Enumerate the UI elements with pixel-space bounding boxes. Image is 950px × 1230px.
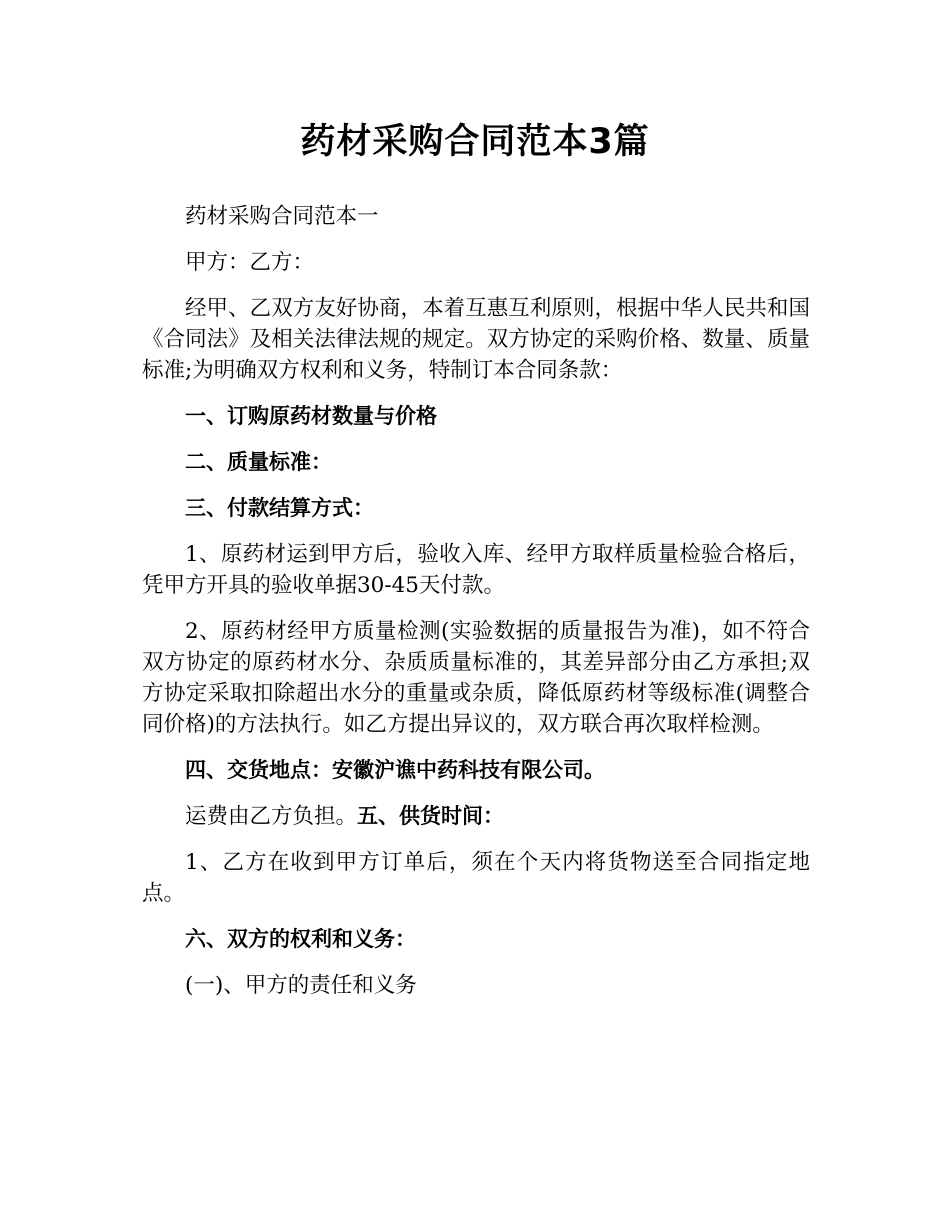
section-6-heading: 六、双方的权利和义务：: [185, 927, 416, 951]
section-3-heading: 三、付款结算方式：: [185, 496, 374, 520]
subsection-a-heading: (一)、甲方的责任和义务: [185, 973, 417, 998]
section-2-heading: 二、质量标准：: [185, 450, 332, 474]
parties-line: 甲方：乙方：: [185, 250, 315, 275]
contract-subtitle: 药材采购合同范本一: [185, 204, 379, 229]
section-1-heading: 一、订购原药材数量与价格: [185, 404, 437, 428]
document-body: [142, 201, 810, 1016]
document-title: 药材采购合同范本3篇: [300, 122, 650, 162]
freight-and-section-5: [142, 801, 810, 832]
payment-item-1: 1、原药材运到甲方后，验收入库、经甲方取样质量检验合格后，凭甲方开具的验收单据30-45天付款。: [142, 542, 810, 598]
section-4-heading: 四、交货地点：安徽沪谯中药科技有限公司。: [185, 758, 605, 782]
payment-item-2: 2、原药材经甲方质量检测(实验数据的质量报告为准)，如不符合双方协定的原药材水分、杂质质量标准的，其差异部分由乙方承担;双方协定采取扣除超出水分的重量或杂质，降低原药材等级标准(调整合同价格)的方法执行。如乙方提出异议的，双方联合再次取样检测。: [142, 619, 810, 737]
delivery-item-1: 1、乙方在收到甲方订单后，须在个天内将货物送至合同指定地点。: [142, 850, 810, 906]
freight-note: 运费由乙方负担。: [185, 804, 358, 829]
section-5-heading: 五、供货时间：: [357, 804, 505, 828]
intro-paragraph: 经甲、乙双方友好协商，本着互惠互利原则，根据中华人民共和国《合同法》及相关法律法规的规定。双方协定的采购价格、数量、质量标准;为明确双方权利和义务，特制订本合同条款：: [142, 296, 810, 383]
